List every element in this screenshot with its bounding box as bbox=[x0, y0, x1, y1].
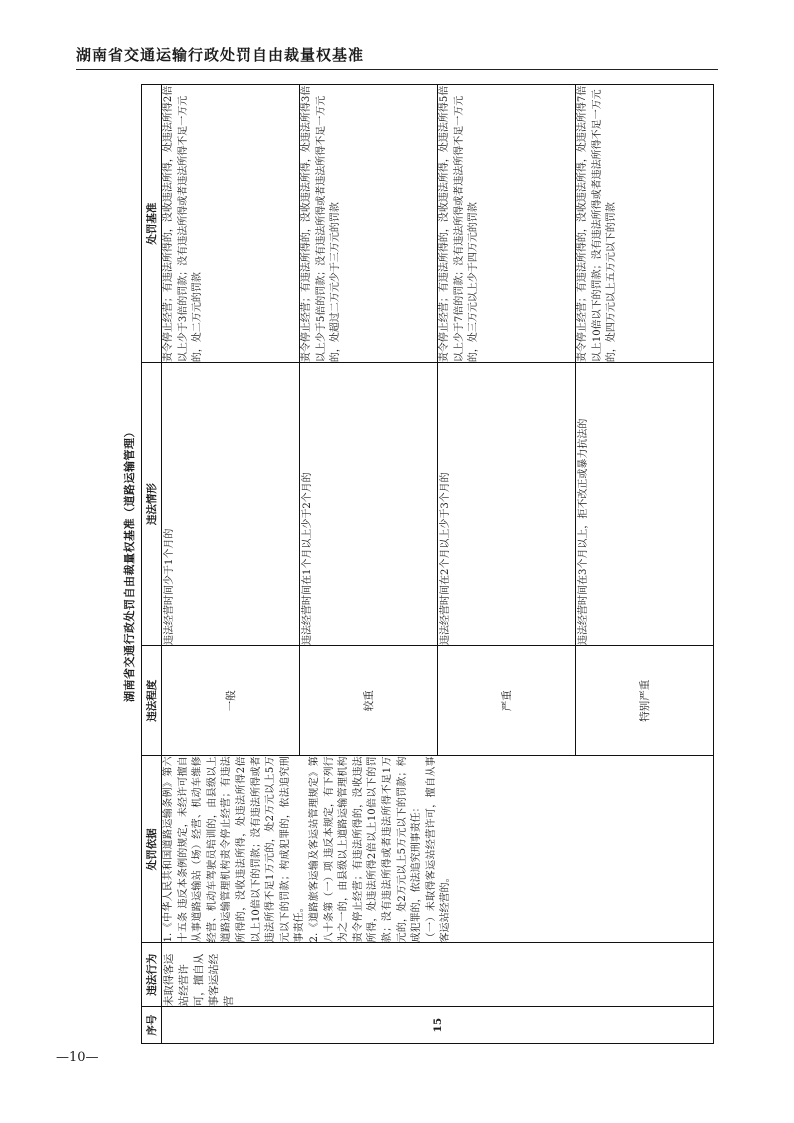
degree-cell: 严重 bbox=[438, 646, 576, 756]
circumstance-cell: 违法经营时间在2个月以上少于3个月的 bbox=[438, 363, 576, 646]
circumstance-cell: 违法经营时间在3个月以上，拒不改正或暴力抗法的 bbox=[576, 363, 714, 646]
table-header-row bbox=[142, 85, 162, 1044]
degree-cell: 较重 bbox=[300, 646, 438, 756]
column-header-standard: 处罚基准 bbox=[142, 85, 162, 363]
table-row bbox=[162, 85, 300, 1044]
column-header-violation: 违法行为 bbox=[142, 943, 162, 1007]
page-number: —10— bbox=[56, 1050, 99, 1065]
penalty-standard-table bbox=[141, 84, 714, 1044]
standard-cell: 责令停止经营；有违法所得的，没收违法所得，处违法所得2倍以上少于3倍的罚款；没有违法所得或者违法所得不足一万元的，处二万元的罚款 bbox=[162, 85, 300, 363]
standard-cell: 责令停止经营；有违法所得的，没收违法所得，处违法所得3倍以上少于5倍的罚款；没有违法所得或者违法所得不足一万元的，处超过二万元少于三万元的罚款 bbox=[300, 85, 438, 363]
header-rule bbox=[76, 69, 718, 70]
running-header-title: 湖南省交通运输行政处罚自由裁量权基准 bbox=[76, 46, 365, 64]
degree-cell: 特别严重 bbox=[576, 646, 714, 756]
column-header-circumstance: 违法情形 bbox=[142, 363, 162, 646]
row-violation: 未取得客运站经营许可，擅自从事客运站经营 bbox=[162, 943, 714, 1007]
basis-paragraph: （一）未取得客运站经营许可，擅自从事客运站经营的。 bbox=[425, 756, 452, 943]
standard-cell: 责令停止经营；有违法所得的，没收违法所得，处违法所得5倍以上少于7倍的罚款；没有违法所得或者违法所得不足一万元的，处三万元以上少于四万元的罚款 bbox=[438, 85, 576, 363]
basis-paragraph: 1.《中华人民共和国道路运输条例》第六十五条 违反本条例的规定，未经许可擅自从事道路运输站（场）经营、机动车维修经营、机动车驾驶员培训的，由县级以上道路运输管理机构责令停止经营；有违法所得的，没收违法所得，处违法所得2倍以上10倍以下的罚款；没有违法所得或者违法所得不足1万元的，处2万元以上5万元以下的罚款；构成犯罪的，依法追究刑事责任。 bbox=[163, 756, 306, 943]
circumstance-cell: 违法经营时间在1个月以上少于2个月的 bbox=[300, 363, 438, 646]
table-title: 湖南省交通行政处罚自由裁量权基准（道路运输管理） bbox=[123, 426, 136, 702]
row-seq: 15 bbox=[162, 1007, 714, 1044]
circumstance-cell: 违法经营时间少于1个月的 bbox=[162, 363, 300, 646]
rotated-table-page bbox=[119, 84, 713, 1044]
basis-paragraph: 2.《道路旅客运输及客运站管理规定》第八十条第（一）项 违反本规定，有下列行为之一的，由县级以上道路运输管理机构责令停止经营；有违法所得的，没收违法所得，处违法所得2倍以上10倍以下的罚款；没有违法所得或者违法所得不足1万元的，处2万元以上5万元以下的罚款；构成犯罪的，依法追究刑事责任： bbox=[308, 756, 423, 943]
column-header-basis: 处罚依据 bbox=[142, 756, 162, 943]
column-header-seq: 序号 bbox=[142, 1007, 162, 1044]
column-header-degree: 违法程度 bbox=[142, 646, 162, 756]
row-basis bbox=[162, 756, 714, 943]
degree-cell: 一般 bbox=[162, 646, 300, 756]
standard-cell: 责令停止经营；有违法所得的，没收违法所得，处违法所得7倍以上10倍以下的罚款；没有违法所得或者违法所得不足一万元的，处四万元以上五万元以下的罚款 bbox=[576, 85, 714, 363]
